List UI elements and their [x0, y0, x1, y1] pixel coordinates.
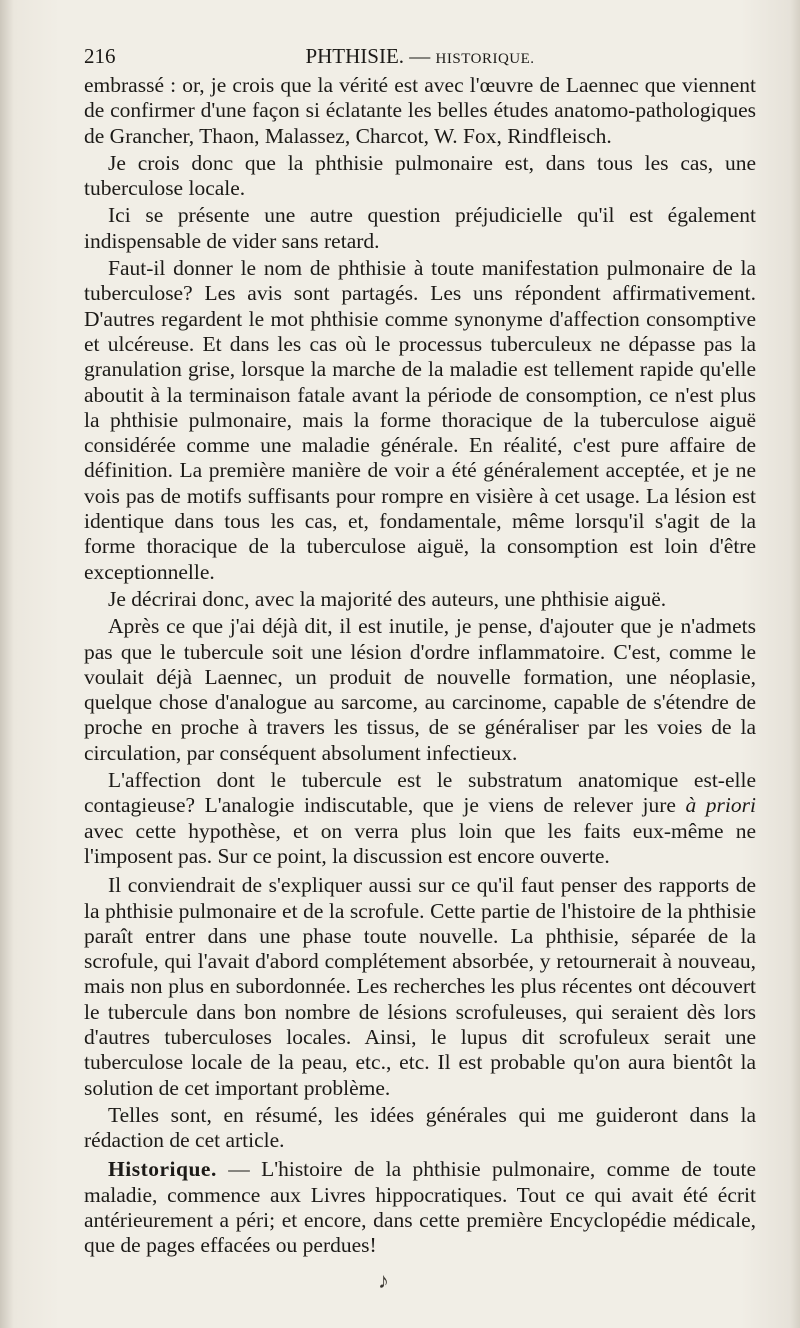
paragraph-neoplasie: Après ce que j'ai déjà dit, il est inutile, je pense, d'ajouter que je n'admets pas que le tubercule soit une lésion d'ordre inflammatoire. C'est, comme le voulait déjà Laennec, un produit de nouvelle formation, une néoplasie, quelque chose d'analogue au sarcome, au carcinome, capable de s'étendre de proche en proche à travers les tissus, de se généraliser par les voies de la circulation, par conséquent absolument infectieux. [84, 614, 756, 765]
paragraph-tuberculose-locale: Je crois donc que la phthisie pulmonaire est, dans tous les cas, une tuberculose locale. [84, 150, 756, 201]
contagion-italic: à priori [685, 793, 756, 818]
page-number: 216 [84, 44, 116, 68]
contagion-text-after: avec cette hypothèse, et on verra plus loin que les faits eux-même ne l'imposent pas. Sur ce point, la discussion est encore ouverte. [84, 818, 756, 868]
paragraph-continuation: embrassé : or, je crois que la vérité est avec l'œuvre de Laennec que viennent de confirmer d'une façon si éclatante les belles études anatomo-pathologiques de Grancher, Thaon, Malassez, Charcot, W. Fox, Rindfleisch. [84, 73, 756, 148]
running-head [84, 42, 756, 73]
running-subtitle: HISTORIQUE. [435, 51, 535, 67]
printer-mark-icon: ♪ [378, 1268, 389, 1293]
paragraph-scrofule: Il conviendrait de s'expliquer aussi sur ce qu'il faut penser des rapports de la phthisie pulmonaire et de la scrofule. Cette partie de l'histoire de la phthisie paraît entrer dans une phase toute nouvelle. La phthisie, séparée de la scrofule, qui l'avait d'abord complétement absorbée, y retournerait à nouveau, mais non plus en subordonnée. Les recherches les plus récentes ont découvert le tubercule dans bon nombre de lésions scrofuleuses, qui seraient dès lors d'autres tuberculoses locales. Ainsi, le lupus dit scrofuleux serait une tuberculose locale de la peau, etc., etc. Il est probable qu'on aura bientôt la solution de cet important problème. [84, 873, 756, 1100]
running-head-dash: — [409, 44, 431, 68]
paragraph-definition: Faut-il donner le nom de phthisie à toute manifestation pulmonaire de la tuberculose? Les avis sont partagés. Les uns répondent affirmativement. D'autres regardent le mot phthisie comme synonyme d'affection consomptive et ulcéreuse. Et dans les cas où le processus tuberculeux ne dépasse pas la granulation grise, lorsque la marche de la maladie est tellement rapide qu'elle aboutit à la terminaison fatale avant la période de consomption, ce n'est plus la phthisie pulmonaire, mais la forme thoracique de la tuberculose aiguë considérée comme une maladie générale. En réalité, c'est pure affaire de définition. La première manière de voir a été généralement acceptée, et je ne vois pas de motifs suffisants pour rompre en visière à cet usage. La lésion est identique dans tous les cas, et, fondamentale, même lorsqu'il s'agit de la forme thoracique de la tuberculose aiguë, la consomption est loin d'être exceptionnelle. [84, 256, 756, 584]
historique-text: — L'histoire de la phthisie pulmonaire, comme de toute maladie, commence aux Livres hippocratiques. Tout ce qui avait été écrit antérieurement a péri; et encore, dans cette première Encyclopédie médicale, que de pages effacées ou perdues! [84, 1157, 756, 1258]
paragraph-question-prejudicielle: Ici se présente une autre question préjudicielle qu'il est également indispensable de vider sans retard. [84, 203, 756, 253]
paragraph-resume: Telles sont, en résumé, les idées générales qui me guideront dans la rédaction de cet article. [84, 1102, 756, 1153]
paragraph-phthisie-aigue: Je décrirai donc, avec la majorité des auteurs, une phthisie aiguë. [108, 586, 667, 611]
page-header [84, 42, 756, 70]
section-title-historique: Historique. [108, 1157, 217, 1182]
running-title: PHTHISIE. [305, 44, 405, 68]
body-text [84, 73, 756, 1261]
contagion-text-before: L'affection dont le tubercule est le substratum anatomique est-elle contagieuse? L'analogie indiscutable, que je viens de relever jure [84, 768, 756, 818]
paragraph-contagion [84, 768, 756, 869]
paragraph-historique [84, 1157, 756, 1258]
